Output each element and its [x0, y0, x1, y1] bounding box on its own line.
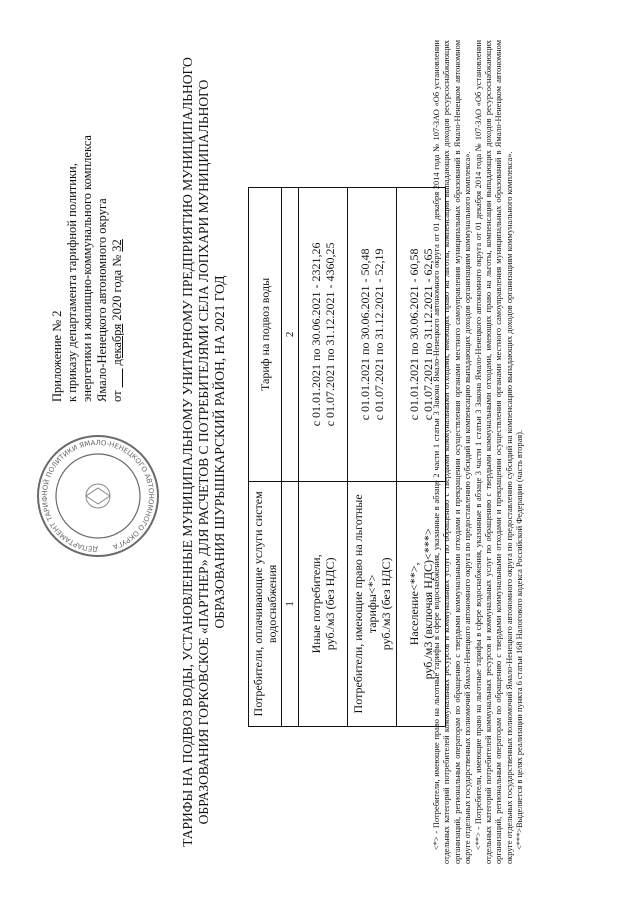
tariff-cell: с 01.01.2021 по 30.06.2021 - 50,48 с 01.07.2021 по 31.12.2021 - 52,19 — [348, 188, 397, 482]
appendix-date-line: от ___ декабря 2020 года № 32 — [110, 239, 124, 402]
seal-text: ДЕПАРТАМЕНТ ТАРИФНОЙ ПОЛИТИКИ ЯМАЛО-НЕНЕЦКОГО АВТОНОМНОГО ОКРУГА — [40, 438, 156, 554]
consumer-cell: Иные потребители, руб./м3 (без НДС) — [299, 481, 348, 726]
appendix-line: Ямало-Ненецкого автономного округа — [95, 198, 109, 402]
footnote: <*> - Потребители, имеющие право на льготные тарифы в сфере водоснабжения, указанные в абзаце 2 части 1 статьи 3 Закона Ямало-Ненецкого автономного округа от 01 декабря 2014 года № 107-ЗАО «Об установлении отдельных категорий потребителей коммунальных ресурсов и коммунальных услуг по обращению с твердыми коммунальными отходами, имеющих право на льготы, компенсации выпадающих доходов ресурсоснабжающих организаций, региональным операторам по обращению с твердыми коммунальными отходами и прекращении осуществления органами местного самоуправления муниципальных образований в Ямало-Ненецком автономном округе отдельных государственных полномочий Ямало-Ненецкого автономного округа по предоставлению субсидий на компенсацию выпадающих доходов организациям коммунального комплекса». — [432, 40, 473, 864]
order-number: 32 — [110, 239, 124, 252]
table-header-row — [249, 188, 282, 727]
svg-text:ДЕПАРТАМЕНТ ТАРИФНОЙ ПОЛИТИКИ — [41, 439, 155, 553]
column-header-consumers: Потребители, оплачивающие услуги систем водоснабжения — [249, 481, 282, 726]
column-header-tariff: Тариф на подвоз воды — [249, 188, 282, 482]
tariff-cell: с 01.01.2021 по 30.06.2021 - 60,58 с 01.07.2021 по 31.12.2021 - 62,65 — [397, 188, 446, 482]
official-seal-icon — [34, 432, 162, 560]
table-row — [299, 188, 348, 727]
footnotes — [432, 40, 526, 864]
footnote: <***>Выделяется в целях реализации пункта 6 статьи 168 Налогового кодекса Российской Федерации (часть вторая). — [515, 429, 525, 850]
appendix-line: к приказу департамента тарифной политики, — [65, 163, 79, 402]
tariff-table — [248, 187, 446, 727]
rotated-document-page — [40, 22, 600, 882]
date-day: ___ — [110, 368, 124, 388]
consumer-cell: Население<**>, руб./м3 (включая НДС)<***> — [397, 481, 446, 726]
tariff-cell: с 01.01.2021 по 30.06.2021 - 2321,26 с 01.07.2021 по 31.12.2021 - 4360,25 — [299, 188, 348, 482]
appendix-title: Приложение № 2 — [50, 310, 64, 402]
appendix-header — [50, 42, 125, 402]
document-title: ТАРИФЫ НА ПОДВОЗ ВОДЫ, УСТАНОВЛЕННЫЕ МУНИЦИПАЛЬНОМУ УНИТАРНОМУ ПРЕДПРИЯТИЮ МУНИЦИПАЛЬНОГО ОБРАЗОВАНИЯ ГОРКОВСКОЕ «ПАРТНЕР» ДЛЯ РАСЧЕТОВ С ПОТРЕБИТЕЛЯМИ СЕЛА ЛОПХАРИ МУНИЦИПАЛЬНОГО ОБРАЗОВАНИЯ ШУРЫШКАРСКИЙ РАЙОН, НА 2021 ГОД — [180, 57, 227, 847]
footnote: <**> - Потребители, имеющие право на льготные тарифы в сфере водоснабжения, указанные в абзаце 3 части 1 статьи 3 Закона Ямало-Ненецкого автономного округа от 01 декабря 2014 года № 107-ЗАО «Об установлении отдельных категорий потребителей коммунальных ресурсов и коммунальных услуг по обращению с твердыми коммунальными отходами, имеющих право на льготы, компенсации выпадающих доходов ресурсоснабжающих организаций, региональным операторам по обращению с твердыми коммунальными отходами и прекращении осуществления органами местного самоуправления муниципальных образований в Ямало-Ненецком автономном округе отдельных государственных полномочий Ямало-Ненецкого автономного округа по предоставлению субсидий на компенсацию выпадающих доходов организациям коммунального комплекса». — [473, 40, 514, 864]
date-month: декабря — [110, 323, 124, 366]
column-number-row: 1 2 — [282, 188, 299, 727]
appendix-line: энергетики и жилищно-коммунального комплекса — [80, 135, 94, 402]
table-row — [348, 188, 397, 727]
consumer-cell: Потребители, имеющие право на льготные тарифы<*> руб./м3 (без НДС) — [348, 481, 397, 726]
